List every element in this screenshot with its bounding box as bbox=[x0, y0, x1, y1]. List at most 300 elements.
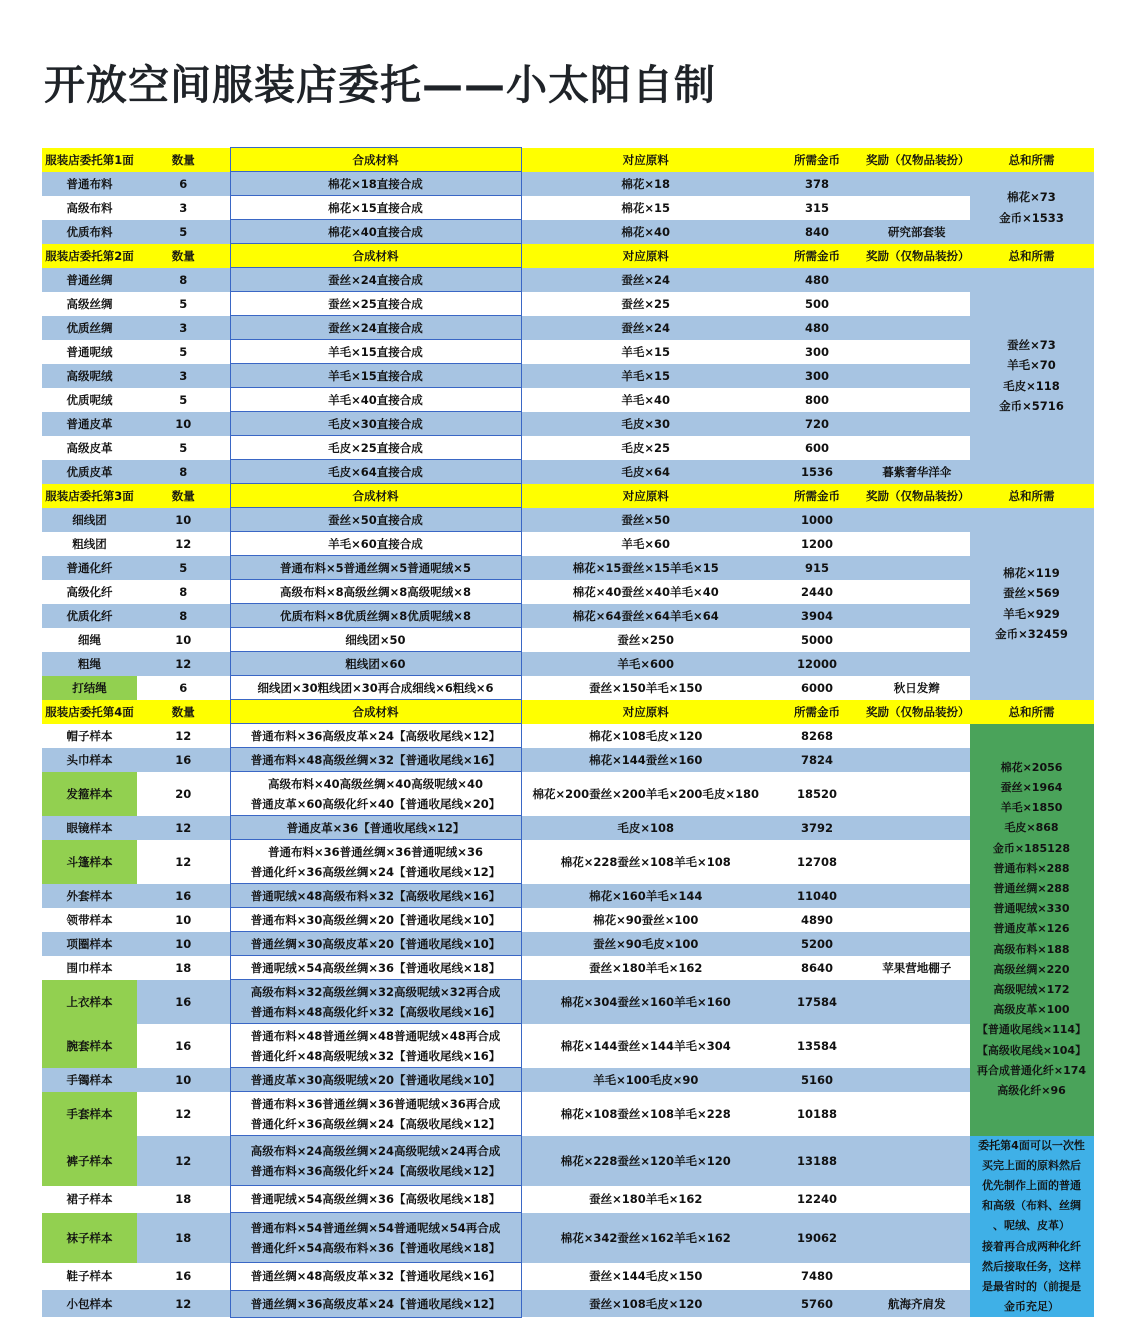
item-gold: 5200 bbox=[770, 932, 864, 956]
item-gold: 1536 bbox=[770, 460, 864, 484]
item-raw: 羊毛×100毛皮×90 bbox=[521, 1068, 770, 1092]
text-line: 普通布料×54普通丝绸×54普通呢绒×54再合成 bbox=[250, 1220, 501, 1235]
item-gold: 10188 bbox=[770, 1092, 864, 1136]
item-material bbox=[230, 1136, 521, 1186]
item-gold: 3904 bbox=[770, 604, 864, 628]
text-line: 接着再合成两种化纤 bbox=[982, 1239, 1081, 1253]
section-header-row bbox=[42, 148, 1094, 172]
text-line: 普通皮革×126 bbox=[993, 922, 1070, 936]
item-raw: 蚕丝×150羊毛×150 bbox=[521, 676, 770, 700]
table-row bbox=[42, 580, 1094, 604]
table-row bbox=[42, 884, 1094, 908]
text-line: 然后接取任务，这样 bbox=[982, 1259, 1081, 1273]
item-material bbox=[230, 1213, 521, 1263]
item-raw: 毛皮×25 bbox=[521, 436, 770, 460]
item-qty: 12 bbox=[137, 532, 230, 556]
item-raw: 毛皮×64 bbox=[521, 460, 770, 484]
item-material bbox=[230, 932, 521, 956]
item-name: 粗线团 bbox=[42, 532, 137, 556]
item-name: 普通布料 bbox=[42, 172, 137, 196]
item-material: 蚕丝×50直接合成 bbox=[230, 508, 521, 532]
text-line: 、呢绒、皮革） bbox=[993, 1219, 1070, 1233]
gold-header: 所需金币 bbox=[770, 148, 864, 172]
table-row bbox=[42, 220, 1094, 244]
item-reward bbox=[864, 1024, 970, 1068]
item-name: 普通皮革 bbox=[42, 412, 137, 436]
reward-header: 奖励（仅物品装扮） bbox=[864, 148, 970, 172]
strategy-note bbox=[970, 1136, 1094, 1318]
total-header: 总和所需 bbox=[970, 148, 1094, 172]
item-gold: 840 bbox=[770, 220, 864, 244]
item-qty: 12 bbox=[137, 840, 230, 884]
item-raw: 羊毛×60 bbox=[521, 532, 770, 556]
total-header: 总和所需 bbox=[970, 484, 1094, 508]
text-line: 普通布料×288 bbox=[993, 861, 1070, 875]
text-line: 毛皮×118 bbox=[1003, 378, 1060, 393]
text-line: 高级布料×40高级丝绸×40高级呢绒×40 bbox=[268, 776, 483, 791]
item-material: 羊毛×40直接合成 bbox=[230, 388, 521, 412]
item-name: 围巾样本 bbox=[42, 956, 137, 980]
item-material: 蚕丝×25直接合成 bbox=[230, 292, 521, 316]
section-total bbox=[970, 508, 1094, 700]
item-reward bbox=[864, 932, 970, 956]
item-material bbox=[230, 908, 521, 932]
item-raw: 蚕丝×180羊毛×162 bbox=[521, 1186, 770, 1213]
item-qty: 18 bbox=[137, 1213, 230, 1263]
item-material: 羊毛×15直接合成 bbox=[230, 340, 521, 364]
item-reward: 秋日发辫 bbox=[864, 676, 970, 700]
item-name: 细线团 bbox=[42, 508, 137, 532]
item-material bbox=[230, 1068, 521, 1092]
item-qty: 5 bbox=[137, 556, 230, 580]
text-line: 普通化纤×54高级布料×36【普通收尾线×18】 bbox=[250, 1240, 501, 1255]
table-row bbox=[42, 1263, 1094, 1290]
raw-header: 对应原料 bbox=[521, 484, 770, 508]
item-raw: 棉花×342蚕丝×162羊毛×162 bbox=[521, 1213, 770, 1263]
item-raw: 羊毛×600 bbox=[521, 652, 770, 676]
item-material: 蚕丝×24直接合成 bbox=[230, 316, 521, 340]
table-row bbox=[42, 840, 1094, 884]
text-line: 普通布料×30高级丝绸×20【普通收尾线×10】 bbox=[250, 912, 501, 927]
item-name: 优质布料 bbox=[42, 220, 137, 244]
item-qty: 5 bbox=[137, 388, 230, 412]
item-material bbox=[230, 1024, 521, 1068]
item-qty: 10 bbox=[137, 412, 230, 436]
item-reward bbox=[864, 1136, 970, 1186]
table-row bbox=[42, 908, 1094, 932]
item-qty: 10 bbox=[137, 932, 230, 956]
item-gold: 315 bbox=[770, 196, 864, 220]
text-line: 【高级收尾线×104】 bbox=[976, 1043, 1087, 1057]
text-line: 高级化纤×96 bbox=[997, 1084, 1066, 1098]
item-name: 粗绳 bbox=[42, 652, 137, 676]
item-gold: 13188 bbox=[770, 1136, 864, 1186]
item-gold: 5160 bbox=[770, 1068, 864, 1092]
item-gold: 915 bbox=[770, 556, 864, 580]
item-name: 手套样本 bbox=[42, 1092, 137, 1136]
item-qty: 12 bbox=[137, 652, 230, 676]
item-reward bbox=[864, 532, 970, 556]
item-gold: 18520 bbox=[770, 772, 864, 816]
item-gold: 5760 bbox=[770, 1290, 864, 1317]
item-gold: 8640 bbox=[770, 956, 864, 980]
text-line: 普通布料×36普通丝绸×36普通呢绒×36再合成 bbox=[250, 1096, 501, 1111]
item-material: 蚕丝×24直接合成 bbox=[230, 268, 521, 292]
table-row bbox=[42, 292, 1094, 316]
item-raw: 蚕丝×25 bbox=[521, 292, 770, 316]
table-body bbox=[42, 148, 1094, 1318]
text-line: 普通布料×36高级化纤×24【高级收尾线×12】 bbox=[250, 1163, 501, 1178]
item-qty: 10 bbox=[137, 908, 230, 932]
raw-header: 对应原料 bbox=[521, 244, 770, 268]
item-gold: 12708 bbox=[770, 840, 864, 884]
qty-header: 数量 bbox=[137, 244, 230, 268]
section-title: 服装店委托第1面 bbox=[42, 148, 137, 172]
item-reward bbox=[864, 1213, 970, 1263]
text-line: 普通呢绒×54高级丝绸×36【普通收尾线×18】 bbox=[250, 960, 501, 975]
table-row bbox=[42, 532, 1094, 556]
item-material bbox=[230, 1186, 521, 1213]
item-name: 领带样本 bbox=[42, 908, 137, 932]
section-header-row bbox=[42, 244, 1094, 268]
text-line: 毛皮×868 bbox=[1004, 821, 1059, 835]
item-gold: 5000 bbox=[770, 628, 864, 652]
text-line: 高级布料×24高级丝绸×24高级呢绒×24再合成 bbox=[250, 1143, 501, 1158]
item-raw: 蚕丝×24 bbox=[521, 268, 770, 292]
item-name: 普通化纤 bbox=[42, 556, 137, 580]
item-raw: 棉花×18 bbox=[521, 172, 770, 196]
item-name: 发箍样本 bbox=[42, 772, 137, 816]
text-line: 金币×185128 bbox=[992, 841, 1071, 855]
item-qty: 16 bbox=[137, 1024, 230, 1068]
item-gold: 4890 bbox=[770, 908, 864, 932]
item-material bbox=[230, 816, 521, 840]
item-name: 细绳 bbox=[42, 628, 137, 652]
item-reward bbox=[864, 580, 970, 604]
text-line: 普通皮革×36【普通收尾线×12】 bbox=[286, 820, 465, 835]
item-reward: 研究部套装 bbox=[864, 220, 970, 244]
item-raw: 棉花×108蚕丝×108羊毛×228 bbox=[521, 1092, 770, 1136]
table-row bbox=[42, 816, 1094, 840]
item-reward bbox=[864, 292, 970, 316]
item-qty: 12 bbox=[137, 1290, 230, 1317]
page-title: 开放空间服装店委托——小太阳自制 bbox=[44, 61, 716, 109]
reward-header: 奖励（仅物品装扮） bbox=[864, 484, 970, 508]
text-line: 普通丝绸×48高级皮革×32【普通收尾线×16】 bbox=[250, 1269, 501, 1284]
item-reward bbox=[864, 1263, 970, 1290]
item-reward bbox=[864, 908, 970, 932]
item-material: 细线团×50 bbox=[230, 628, 521, 652]
item-material bbox=[230, 840, 521, 884]
item-name: 高级布料 bbox=[42, 196, 137, 220]
item-reward bbox=[864, 316, 970, 340]
text-line: 买完上面的原料然后 bbox=[982, 1158, 1081, 1172]
text-line: 普通丝绸×36高级皮革×24【普通收尾线×12】 bbox=[250, 1296, 501, 1311]
item-gold: 11040 bbox=[770, 884, 864, 908]
table-row bbox=[42, 268, 1094, 292]
item-reward bbox=[864, 652, 970, 676]
item-raw: 羊毛×15 bbox=[521, 340, 770, 364]
table-row bbox=[42, 676, 1094, 700]
item-material bbox=[230, 724, 521, 748]
item-qty: 16 bbox=[137, 1263, 230, 1290]
text-line: 普通皮革×30高级呢绒×20【普通收尾线×10】 bbox=[250, 1072, 501, 1087]
item-raw: 蚕丝×24 bbox=[521, 316, 770, 340]
text-line: 金币×32459 bbox=[995, 626, 1068, 641]
section-title: 服装店委托第4面 bbox=[42, 700, 137, 724]
text-line: 普通化纤×36高级丝绸×24【高级收尾线×12】 bbox=[250, 1116, 501, 1131]
text-line: 是最省时的（前提是 bbox=[982, 1279, 1081, 1293]
item-material: 棉花×40直接合成 bbox=[230, 220, 521, 244]
item-qty: 20 bbox=[137, 772, 230, 816]
table-row bbox=[42, 556, 1094, 580]
item-raw: 毛皮×108 bbox=[521, 816, 770, 840]
item-qty: 12 bbox=[137, 816, 230, 840]
item-material bbox=[230, 748, 521, 772]
item-raw: 棉花×15蚕丝×15羊毛×15 bbox=[521, 556, 770, 580]
item-qty: 18 bbox=[137, 1186, 230, 1213]
item-reward: 航海齐肩发 bbox=[864, 1290, 970, 1317]
raw-header: 对应原料 bbox=[521, 148, 770, 172]
text-line: 普通布料×36高级皮革×24【高级收尾线×12】 bbox=[250, 728, 501, 743]
text-line: 普通丝绸×30高级皮革×20【普通收尾线×10】 bbox=[250, 936, 501, 951]
item-material bbox=[230, 1290, 521, 1317]
item-name: 高级化纤 bbox=[42, 580, 137, 604]
item-qty: 8 bbox=[137, 604, 230, 628]
item-raw: 棉花×90蚕丝×100 bbox=[521, 908, 770, 932]
item-qty: 12 bbox=[137, 1136, 230, 1186]
reward-header: 奖励（仅物品装扮） bbox=[864, 244, 970, 268]
item-name: 上衣样本 bbox=[42, 980, 137, 1024]
item-name: 裙子样本 bbox=[42, 1186, 137, 1213]
text-line: 普通布料×48高级化纤×32【高级收尾线×16】 bbox=[250, 1004, 501, 1019]
table-row bbox=[42, 932, 1094, 956]
item-gold: 378 bbox=[770, 172, 864, 196]
material-header: 合成材料 bbox=[230, 484, 521, 508]
item-qty: 10 bbox=[137, 628, 230, 652]
text-line: 高级皮革×100 bbox=[993, 1003, 1070, 1017]
item-raw: 羊毛×15 bbox=[521, 364, 770, 388]
item-qty: 5 bbox=[137, 340, 230, 364]
table-row bbox=[42, 1092, 1094, 1136]
item-name: 小包样本 bbox=[42, 1290, 137, 1317]
table-row bbox=[42, 628, 1094, 652]
item-gold: 300 bbox=[770, 340, 864, 364]
material-header: 合成材料 bbox=[230, 148, 521, 172]
item-raw: 棉花×40 bbox=[521, 220, 770, 244]
qty-header: 数量 bbox=[137, 484, 230, 508]
item-raw: 棉花×64蚕丝×64羊毛×64 bbox=[521, 604, 770, 628]
text-line: 金币×1533 bbox=[999, 210, 1064, 225]
text-line: 普通布料×36普通丝绸×36普通呢绒×36 bbox=[268, 844, 483, 859]
section-title: 服装店委托第2面 bbox=[42, 244, 137, 268]
item-reward bbox=[864, 436, 970, 460]
item-raw: 棉花×200蚕丝×200羊毛×200毛皮×180 bbox=[521, 772, 770, 816]
item-qty: 3 bbox=[137, 316, 230, 340]
item-qty: 12 bbox=[137, 1092, 230, 1136]
item-material: 毛皮×25直接合成 bbox=[230, 436, 521, 460]
item-raw: 棉花×160羊毛×144 bbox=[521, 884, 770, 908]
item-gold: 2440 bbox=[770, 580, 864, 604]
table-row bbox=[42, 956, 1094, 980]
table-row bbox=[42, 412, 1094, 436]
text-line: 蚕丝×73 bbox=[1007, 337, 1056, 352]
table-row bbox=[42, 1024, 1094, 1068]
item-material: 粗线团×60 bbox=[230, 652, 521, 676]
item-reward bbox=[864, 816, 970, 840]
item-gold: 500 bbox=[770, 292, 864, 316]
text-line: 棉花×119 bbox=[1003, 565, 1060, 580]
item-reward bbox=[864, 604, 970, 628]
item-name: 高级丝绸 bbox=[42, 292, 137, 316]
item-reward bbox=[864, 1068, 970, 1092]
table-row bbox=[42, 1186, 1094, 1213]
item-material bbox=[230, 956, 521, 980]
item-qty: 8 bbox=[137, 268, 230, 292]
qty-header: 数量 bbox=[137, 700, 230, 724]
section-total bbox=[970, 268, 1094, 484]
text-line: 普通丝绸×288 bbox=[993, 881, 1070, 895]
item-raw: 蚕丝×50 bbox=[521, 508, 770, 532]
item-qty: 6 bbox=[137, 676, 230, 700]
text-line: 羊毛×929 bbox=[1003, 606, 1060, 621]
item-qty: 8 bbox=[137, 580, 230, 604]
text-line: 金币充足） bbox=[1004, 1300, 1059, 1314]
section-total bbox=[970, 172, 1094, 244]
item-reward bbox=[864, 340, 970, 364]
table-row bbox=[42, 1068, 1094, 1092]
table-row bbox=[42, 508, 1094, 532]
text-line: 普通呢绒×330 bbox=[993, 902, 1070, 916]
item-reward bbox=[864, 840, 970, 884]
item-qty: 16 bbox=[137, 884, 230, 908]
item-raw: 棉花×144蚕丝×160 bbox=[521, 748, 770, 772]
total-header: 总和所需 bbox=[970, 700, 1094, 724]
text-line: 金币×5716 bbox=[999, 398, 1064, 413]
qty-header: 数量 bbox=[137, 148, 230, 172]
gold-header: 所需金币 bbox=[770, 484, 864, 508]
item-gold: 1000 bbox=[770, 508, 864, 532]
item-gold: 1200 bbox=[770, 532, 864, 556]
section-header-row bbox=[42, 484, 1094, 508]
item-qty: 18 bbox=[137, 956, 230, 980]
item-material: 棉花×18直接合成 bbox=[230, 172, 521, 196]
item-name: 头巾样本 bbox=[42, 748, 137, 772]
text-line: 蚕丝×1964 bbox=[1000, 780, 1063, 794]
text-line: 普通化纤×36高级丝绸×24【普通收尾线×12】 bbox=[250, 864, 501, 879]
item-gold: 600 bbox=[770, 436, 864, 460]
item-gold: 8268 bbox=[770, 724, 864, 748]
item-name: 手镯样本 bbox=[42, 1068, 137, 1092]
text-line: 再合成普通化纤×174 bbox=[976, 1063, 1087, 1077]
item-qty: 5 bbox=[137, 292, 230, 316]
item-name: 袜子样本 bbox=[42, 1213, 137, 1263]
text-line: 高级丝绸×220 bbox=[993, 962, 1070, 976]
item-gold: 720 bbox=[770, 412, 864, 436]
gold-header: 所需金币 bbox=[770, 700, 864, 724]
item-qty: 3 bbox=[137, 364, 230, 388]
table-row bbox=[42, 1290, 1094, 1317]
item-name: 项圈样本 bbox=[42, 932, 137, 956]
item-raw: 棉花×15 bbox=[521, 196, 770, 220]
item-name: 打结绳 bbox=[42, 676, 137, 700]
table-row bbox=[42, 724, 1094, 748]
item-raw: 蚕丝×144毛皮×150 bbox=[521, 1263, 770, 1290]
item-raw: 毛皮×30 bbox=[521, 412, 770, 436]
item-raw: 蚕丝×250 bbox=[521, 628, 770, 652]
item-gold: 480 bbox=[770, 268, 864, 292]
item-reward bbox=[864, 1092, 970, 1136]
item-name: 帽子样本 bbox=[42, 724, 137, 748]
item-raw: 蚕丝×180羊毛×162 bbox=[521, 956, 770, 980]
table-row bbox=[42, 1213, 1094, 1263]
item-name: 高级皮革 bbox=[42, 436, 137, 460]
item-reward bbox=[864, 508, 970, 532]
table-row bbox=[42, 316, 1094, 340]
item-gold: 12000 bbox=[770, 652, 864, 676]
item-gold: 6000 bbox=[770, 676, 864, 700]
text-line: 优先制作上面的普通 bbox=[982, 1178, 1081, 1192]
item-reward: 苹果营地棚子 bbox=[864, 956, 970, 980]
table-row bbox=[42, 340, 1094, 364]
item-name: 斗篷样本 bbox=[42, 840, 137, 884]
item-name: 鞋子样本 bbox=[42, 1263, 137, 1290]
item-material: 细线团×30粗线团×30再合成细线×6粗线×6 bbox=[230, 676, 521, 700]
item-qty: 6 bbox=[137, 172, 230, 196]
item-qty: 10 bbox=[137, 508, 230, 532]
item-reward bbox=[864, 388, 970, 412]
item-reward bbox=[864, 628, 970, 652]
table-row bbox=[42, 1136, 1094, 1186]
text-line: 普通化纤×48高级呢绒×32【普通收尾线×16】 bbox=[250, 1048, 501, 1063]
item-raw: 棉花×228蚕丝×108羊毛×108 bbox=[521, 840, 770, 884]
material-header: 合成材料 bbox=[230, 700, 521, 724]
item-qty: 3 bbox=[137, 196, 230, 220]
item-name: 优质呢绒 bbox=[42, 388, 137, 412]
text-line: 普通呢绒×54高级丝绸×36【高级收尾线×18】 bbox=[250, 1192, 501, 1207]
item-name: 裤子样本 bbox=[42, 1136, 137, 1186]
item-name: 眼镜样本 bbox=[42, 816, 137, 840]
text-line: 普通皮革×60高级化纤×40【普通收尾线×20】 bbox=[250, 796, 501, 811]
table-row bbox=[42, 772, 1094, 816]
text-line: 普通布料×48普通丝绸×48普通呢绒×48再合成 bbox=[250, 1028, 501, 1043]
item-gold: 7480 bbox=[770, 1263, 864, 1290]
item-reward bbox=[864, 748, 970, 772]
item-reward bbox=[864, 196, 970, 220]
item-material: 毛皮×64直接合成 bbox=[230, 460, 521, 484]
gold-header: 所需金币 bbox=[770, 244, 864, 268]
item-reward bbox=[864, 980, 970, 1024]
item-material: 羊毛×60直接合成 bbox=[230, 532, 521, 556]
item-reward bbox=[864, 172, 970, 196]
table-row bbox=[42, 172, 1094, 196]
text-line: 蚕丝×569 bbox=[1003, 586, 1060, 601]
item-gold: 12240 bbox=[770, 1186, 864, 1213]
raw-header: 对应原料 bbox=[521, 700, 770, 724]
table-row bbox=[42, 388, 1094, 412]
section-total bbox=[970, 724, 1094, 1136]
section-title: 服装店委托第3面 bbox=[42, 484, 137, 508]
table-row bbox=[42, 460, 1094, 484]
text-line: 委托第4面可以一次性 bbox=[978, 1138, 1085, 1152]
item-raw: 棉花×108毛皮×120 bbox=[521, 724, 770, 748]
item-qty: 16 bbox=[137, 980, 230, 1024]
item-reward bbox=[864, 724, 970, 748]
table-row bbox=[42, 604, 1094, 628]
item-qty: 5 bbox=[137, 220, 230, 244]
commission-table bbox=[42, 147, 1094, 1318]
table-row bbox=[42, 980, 1094, 1024]
